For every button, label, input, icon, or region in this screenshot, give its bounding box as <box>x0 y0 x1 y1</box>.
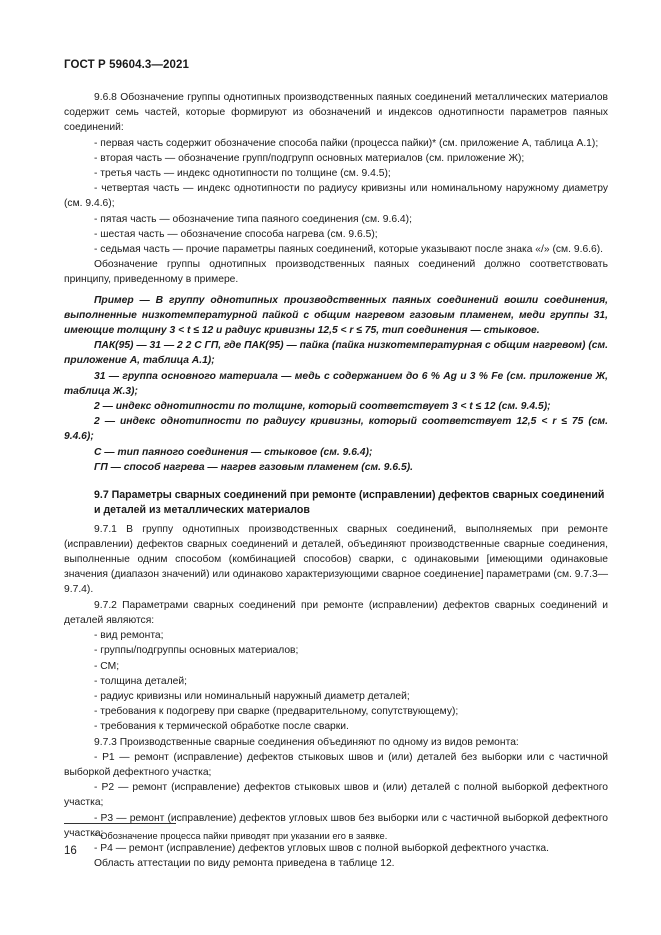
list-item: - требования к термической обработке после сварки. <box>94 721 349 733</box>
list-item: - третья часть — индекс однотипности по толщине (см. 9.4.5); <box>94 168 391 180</box>
paragraph: Обозначение группы однотипных производственных паяных соединений должно соответствовать принципу, приведенному в примере. <box>64 259 608 286</box>
example-paragraph: Пример — В группу однотипных производственных паяных соединений вошли соединения, выполненные низкотемпературной пайкой с общим нагревом газовым пламенем, меди группы 31, имеющие толщину 3 < t ≤ 12 и радиус кривизны 12,5 < r ≤ 75, тип соединения — стыковое. <box>64 294 608 337</box>
list-item: - шестая часть — обозначение способа нагрева (см. 9.6.5); <box>94 228 378 240</box>
list-item: - Р2 — ремонт (исправление) дефектов стыковых швов и (или) деталей с полной выборкой дефектного участка; <box>64 782 608 809</box>
paragraph: Область аттестации по виду ремонта приведена в таблице 12. <box>94 858 395 870</box>
example-paragraph: С — тип паяного соединения — стыковое (см. 9.6.4); <box>94 446 373 458</box>
list-item: - толщина деталей; <box>94 675 187 687</box>
list-item: - радиус кривизны или номинальный наружный диаметр деталей; <box>94 690 410 702</box>
list-item: - пятая часть — обозначение типа паяного соединения (см. 9.6.4); <box>94 213 412 225</box>
list-item: - СМ; <box>94 660 120 672</box>
list-item: - группы/подгруппы основных материалов; <box>94 645 299 657</box>
example-paragraph: 31 — группа основного материала — медь с содержанием до 6 % Ag и 3 % Fe (см. приложение Ж, таблица Ж.3); <box>64 370 608 397</box>
list-item: - Р3 — ремонт (исправление) дефектов угловых швов без выборки или с частичной выборкой дефектного участка; <box>64 812 608 839</box>
section-title: 9.7 Параметры сварных соединений при ремонте (исправлении) дефектов сварных соединений и деталей из металлических материалов <box>94 489 605 516</box>
paragraph: 9.7.2 Параметрами сварных соединений при ремонте (исправлении) дефектов сварных соединений и деталей являются: <box>64 599 608 626</box>
footnote-divider <box>64 823 176 824</box>
list-item: - седьмая часть — прочие параметры паяных соединений, которые указывают после знака «/» (см. 9.6.6). <box>94 244 604 256</box>
example-paragraph: ПАК(95) — 31 — 2 2 С ГП, где ПАК(95) — пайка (пайка низкотемпературная с общим нагревом) (см. приложение А, таблица А.1); <box>64 340 608 367</box>
list-item: - первая часть содержит обозначение способа пайки (процесса пайки)* (см. приложение А, таблица А.1); <box>94 137 599 149</box>
list-item: - четвертая часть — индекс однотипности по радиусу кривизны или номинальному наружному диаметру (см. 9.4.6); <box>64 183 608 210</box>
footnote: * Обозначение процесса пайки приводят при указании его в заявке. <box>94 831 388 841</box>
example-paragraph: 2 — индекс однотипности по радиусу кривизны, который соответствует 12,5 < r ≤ 75 (см. 9.4.6); <box>64 416 608 443</box>
example-block <box>64 293 608 475</box>
paragraph: 9.7.3 Производственные сварные соединения объединяют по одному из видов ремонта: <box>94 736 519 748</box>
paragraph: 9.6.8 Обозначение группы однотипных производственных паяных соединений металлических материалов содержит семь частей, которые формируют из обозначений и индексов однотипности параметров паяных соединений: <box>64 92 608 134</box>
example-paragraph: 2 — индекс однотипности по толщине, который соответствует 3 < t ≤ 12 (см. 9.4.5); <box>94 401 551 413</box>
list-item: - требования к подогреву при сварке (предварительному, сопутствующему); <box>94 706 459 718</box>
document-header: ГОСТ Р 59604.3—2021 <box>64 59 189 71</box>
list-item: - вторая часть — обозначение групп/подгрупп основных материалов (см. приложение Ж); <box>94 152 525 164</box>
list-item: - Р4 — ремонт (исправление) дефектов угловых швов с полной выборкой дефектного участка. <box>94 842 550 854</box>
paragraph: 9.7.1 В группу однотипных производственных сварных соединений, выполняемых при ремонте (исправлении) дефектов сварных соединений и деталей, объединяют производственные сварные соединения, выполненные одним способом (комбинацией способов) сварки, с одинаковыми [имеющими одинаковые значения (диапазон значений) или одинаково характеризующими сварное соединение] параметрами (см. 9.7.3—9.7.4). <box>64 523 608 596</box>
page-number: 16 <box>64 845 77 857</box>
document-body <box>64 90 608 871</box>
list-item: - вид ремонта; <box>94 630 164 642</box>
example-paragraph: ГП — способ нагрева — нагрев газовым пламенем (см. 9.6.5). <box>94 461 413 473</box>
list-item: - Р1 — ремонт (исправление) дефектов стыковых швов и (или) деталей без выборки или с частичной выборкой дефектного участка; <box>64 751 608 778</box>
